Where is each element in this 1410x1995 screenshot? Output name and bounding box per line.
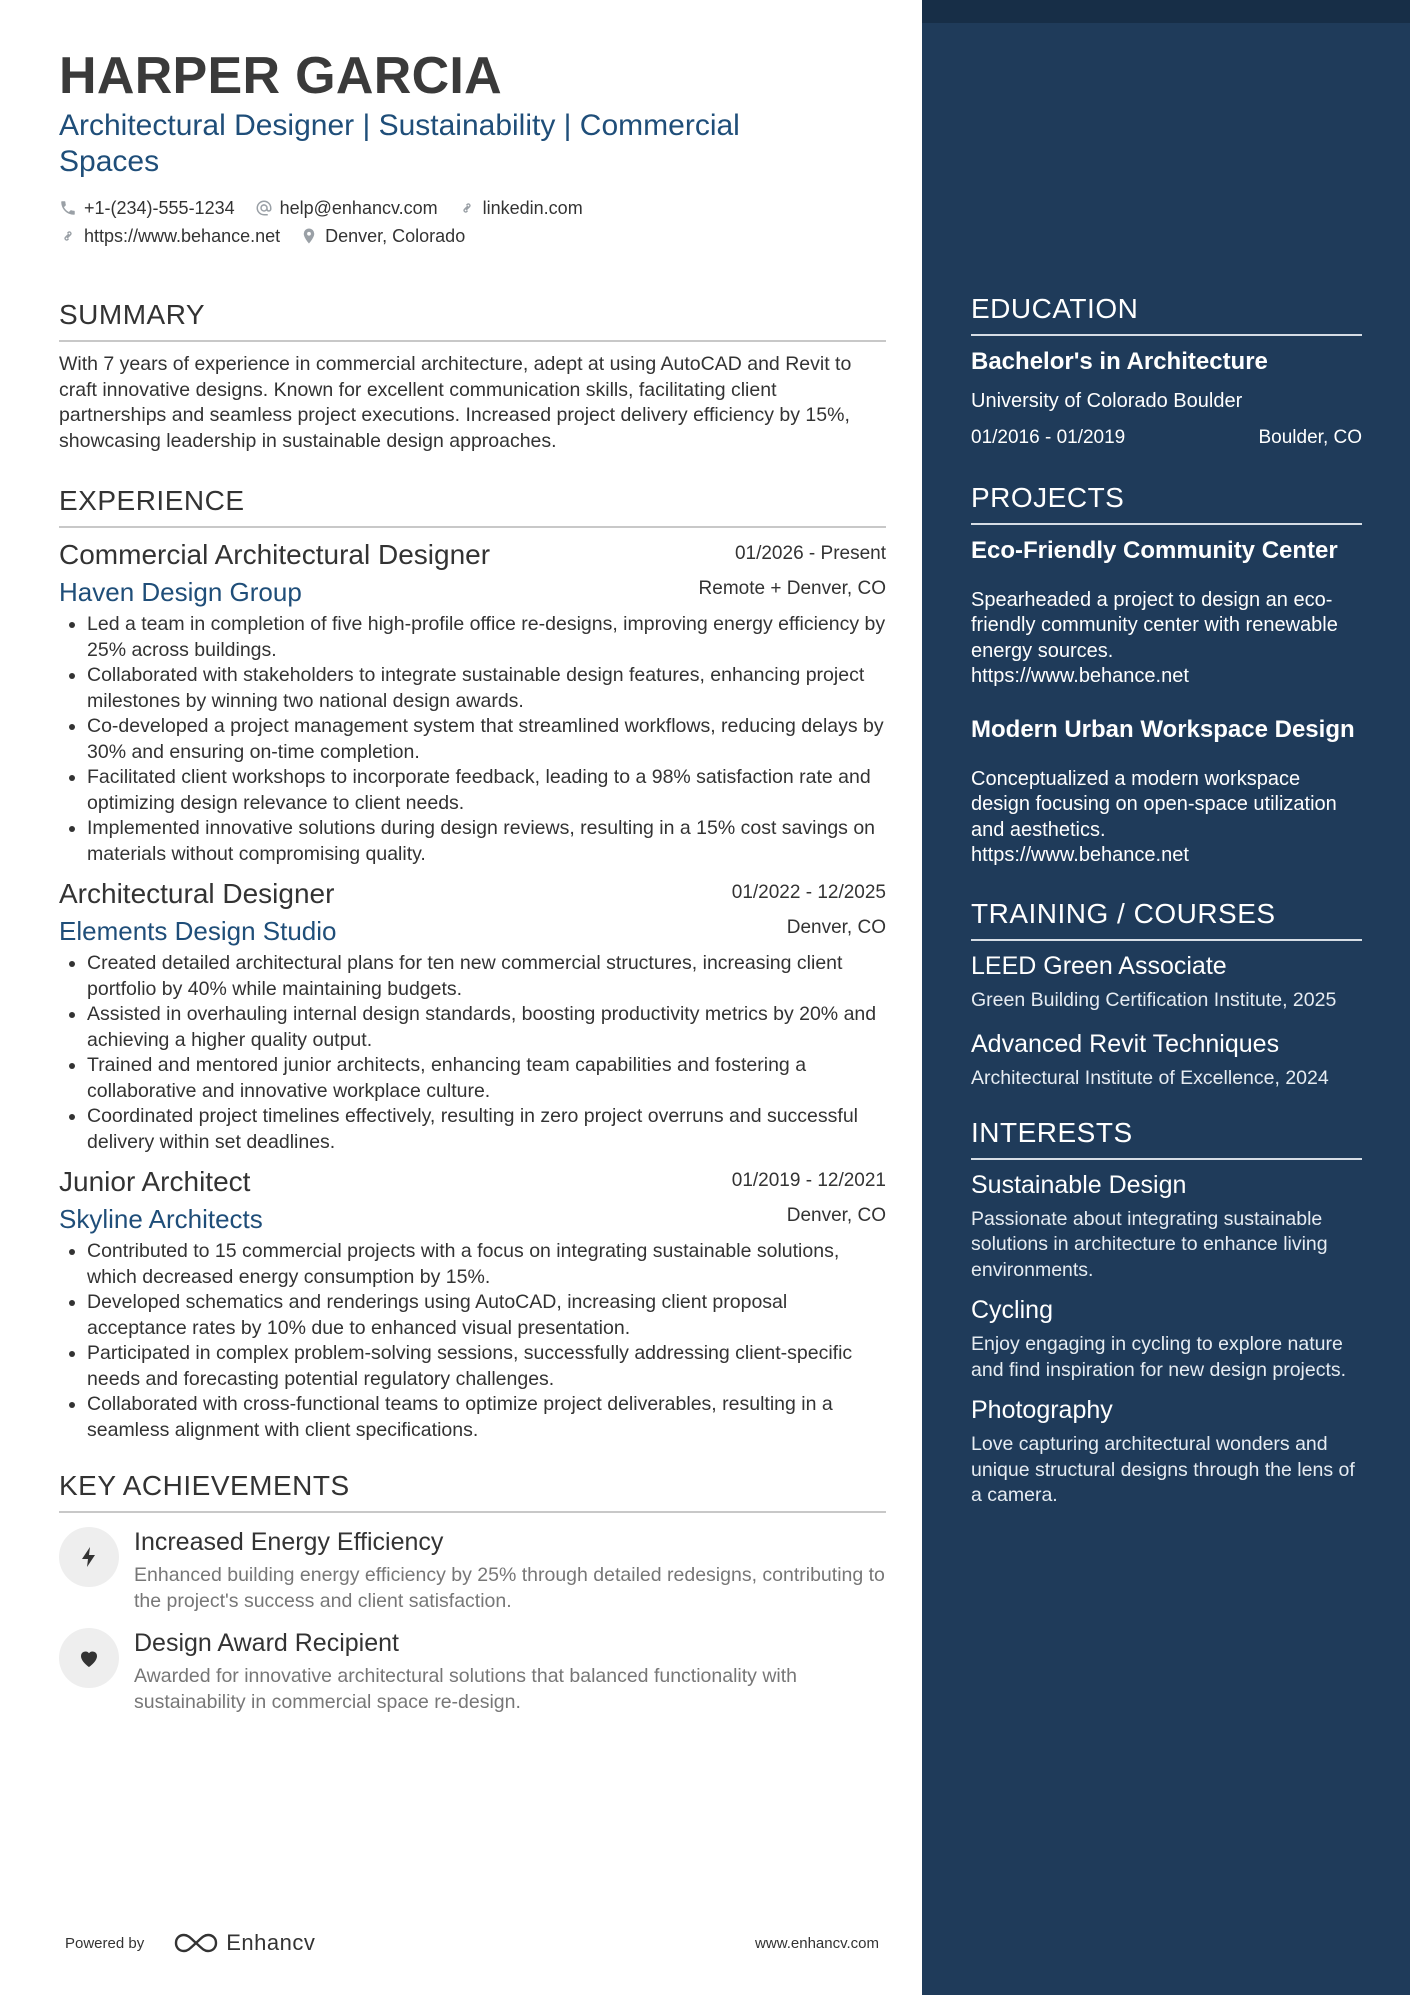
footer-url[interactable]: www.enhancv.com xyxy=(755,1934,879,1952)
course-name: Advanced Revit Techniques xyxy=(971,1030,1280,1058)
interest-desc: Enjoy engaging in cycling to explore nature and find inspiration for new design projects. xyxy=(971,1333,1347,1381)
job-dates: 01/2019 - 12/2021 xyxy=(731,1170,886,1191)
school: University of Colorado Boulder xyxy=(971,390,1243,412)
bullet-item: • Led a team in completion of five high-profile office re-designs, improving energy efficiency by 25% across buildings. xyxy=(87,612,886,663)
bullet-item: • Co-developed a project management system that streamlined workflows, reducing delays by 30% and ensuring on-time completion. xyxy=(87,714,886,765)
website-text: https://www.behance.net xyxy=(84,225,281,246)
bullet-item: • Trained and mentored junior architects, enhancing team capabilities and fostering a collaborative and innovative workplace culture. xyxy=(87,1053,886,1104)
project-desc: Spearheaded a project to design an eco-friendly community center with renewable energy sources. xyxy=(971,588,1338,662)
projects-section xyxy=(971,481,1362,869)
brand-name: Enhancv xyxy=(226,1930,316,1955)
bullet-item: • Participated in complex problem-solving sessions, successfully addressing client-specific needs and forecasting potential regulatory challenges. xyxy=(87,1341,886,1392)
degree: Bachelor's in Architecture xyxy=(971,348,1268,375)
company-name: Skyline Architects xyxy=(59,1204,263,1234)
bullet-item: • Contributed to 15 commercial projects with a focus on integrating sustainable solutions, which decreased energy consumption by 15%. xyxy=(87,1239,886,1290)
education-dates: 01/2016 - 01/2019 xyxy=(971,426,1126,448)
interest-name: Sustainable Design xyxy=(971,1170,1187,1199)
contact-location xyxy=(300,226,465,247)
bullet-item: • Assisted in overhauling internal design standards, boosting productivity metrics by 20% and achieving a higher quality output. xyxy=(87,1002,886,1053)
summary-text: With 7 years of experience in commercial architecture, adept at using AutoCAD and Revit to craft innovative designs. Known for excellent communication skills, facilitating client partnerships and seamless project executions. Increased project delivery efficiency by 15%, showcasing leadership in sustainable design approaches. xyxy=(59,353,852,452)
achievement-item xyxy=(59,1628,886,1715)
section-title: TRAINING / COURSES xyxy=(971,897,1362,941)
enhancv-logo[interactable] xyxy=(172,1930,315,1956)
achievement-item xyxy=(59,1527,886,1614)
section-title: KEY ACHIEVEMENTS xyxy=(59,1469,886,1513)
job-title: Junior Architect xyxy=(59,1166,251,1197)
interests-section xyxy=(971,1116,1362,1509)
achievement-title: Increased Energy Efficiency xyxy=(134,1528,444,1556)
phone-text: +1-(234)-555-1234 xyxy=(84,197,235,218)
footer xyxy=(65,1930,879,1956)
contact-phone[interactable] xyxy=(59,198,235,219)
training-section xyxy=(971,897,1362,1092)
at-icon xyxy=(255,199,273,217)
achievement-desc: Enhanced building energy efficiency by 25% through detailed redesigns, contributing to the project's success and client satisfaction. xyxy=(134,1564,885,1612)
job-bullets xyxy=(59,1239,886,1443)
bullet-item: • Facilitated client workshops to incorporate feedback, leading to a 98% satisfaction rate and optimizing design relevance to client needs. xyxy=(87,765,886,816)
project-name: Modern Urban Workspace Design xyxy=(971,715,1355,743)
bullet-item: • Implemented innovative solutions during design reviews, resulting in a 15% cost savings on materials without compromising quality. xyxy=(87,816,886,867)
job-bullets xyxy=(59,612,886,867)
achievements-section xyxy=(59,1469,886,1715)
job-location: Denver, CO xyxy=(786,1205,886,1226)
sidebar-top-bar xyxy=(922,0,1410,23)
job-title: Commercial Architectural Designer xyxy=(59,539,491,570)
project-desc: Conceptualized a modern workspace design focusing on open-space utilization and aesthetics. xyxy=(971,767,1337,841)
project-link[interactable]: https://www.behance.net xyxy=(971,844,1189,866)
location-text: Denver, Colorado xyxy=(325,225,466,246)
achievement-title: Design Award Recipient xyxy=(134,1629,399,1657)
contact-website[interactable] xyxy=(59,226,280,247)
heart-icon xyxy=(59,1628,119,1688)
education-location: Boulder, CO xyxy=(1258,426,1362,448)
job-location: Denver, CO xyxy=(786,917,886,938)
interest-desc: Love capturing architectural wonders and unique structural designs through the lens of a camera. xyxy=(971,1433,1355,1506)
location-pin-icon xyxy=(300,227,318,245)
achievement-desc: Awarded for innovative architectural solutions that balanced functionality with sustainability in commercial space re-design. xyxy=(134,1665,798,1713)
interest-name: Photography xyxy=(971,1396,1113,1424)
interest-name: Cycling xyxy=(971,1296,1053,1324)
education-section xyxy=(971,292,1362,449)
candidate-name: HARPER GARCIA xyxy=(59,47,503,105)
contact-info xyxy=(59,194,886,250)
link-icon xyxy=(59,227,77,245)
section-title: EXPERIENCE xyxy=(59,484,886,528)
link-icon xyxy=(458,199,476,217)
phone-icon xyxy=(59,199,77,217)
bullet-item: • Collaborated with stakeholders to integrate sustainable design features, enhancing project milestones by winning two national design awards. xyxy=(87,663,886,714)
company-name: Haven Design Group xyxy=(59,577,302,607)
experience-section xyxy=(59,484,886,1443)
course-detail: Green Building Certification Institute, 2025 xyxy=(971,988,1337,1011)
infinity-icon xyxy=(172,1930,220,1956)
company-name: Elements Design Studio xyxy=(59,916,337,946)
job-location: Remote + Denver, CO xyxy=(698,578,886,599)
course-name: LEED Green Associate xyxy=(971,951,1227,980)
job-dates: 01/2022 - 12/2025 xyxy=(731,882,886,903)
section-title: EDUCATION xyxy=(971,292,1362,336)
project-name: Eco-Friendly Community Center xyxy=(971,536,1338,564)
bullet-item: • Created detailed architectural plans for ten new commercial structures, increasing client portfolio by 40% while maintaining budgets. xyxy=(87,951,886,1002)
linkedin-text: linkedin.com xyxy=(482,197,583,218)
job-dates: 01/2026 - Present xyxy=(734,543,886,564)
section-title: INTERESTS xyxy=(971,1116,1362,1160)
bullet-item: • Collaborated with cross-functional teams to optimize project deliverables, resulting in a seamless alignment with client specifications. xyxy=(87,1392,886,1443)
candidate-title: Architectural Designer | Sustainability | Commercial Spaces xyxy=(59,109,740,178)
job-bullets xyxy=(59,951,886,1155)
sidebar xyxy=(922,0,1410,1995)
summary-section xyxy=(59,298,886,454)
job-title: Architectural Designer xyxy=(59,878,335,909)
section-title: PROJECTS xyxy=(971,481,1362,525)
bullet-item: • Coordinated project timelines effectively, resulting in zero project overruns and successful delivery within set deadlines. xyxy=(87,1104,886,1155)
project-link[interactable]: https://www.behance.net xyxy=(971,665,1189,687)
section-title: SUMMARY xyxy=(59,298,886,342)
lightning-icon xyxy=(59,1527,119,1587)
email-text: help@enhancv.com xyxy=(279,197,438,218)
contact-email[interactable] xyxy=(255,198,438,219)
course-detail: Architectural Institute of Excellence, 2024 xyxy=(971,1067,1329,1089)
job-entry xyxy=(59,538,886,867)
contact-linkedin[interactable] xyxy=(458,198,583,219)
powered-by-label: Powered by xyxy=(65,1934,145,1952)
interest-desc: Passionate about integrating sustainable solutions in architecture to enhance living environments. xyxy=(971,1207,1328,1281)
job-entry xyxy=(59,877,886,1155)
bullet-item: • Developed schematics and renderings using AutoCAD, increasing client proposal acceptance rates by 10% due to enhanced visual presentation. xyxy=(87,1290,886,1341)
job-entry xyxy=(59,1165,886,1443)
